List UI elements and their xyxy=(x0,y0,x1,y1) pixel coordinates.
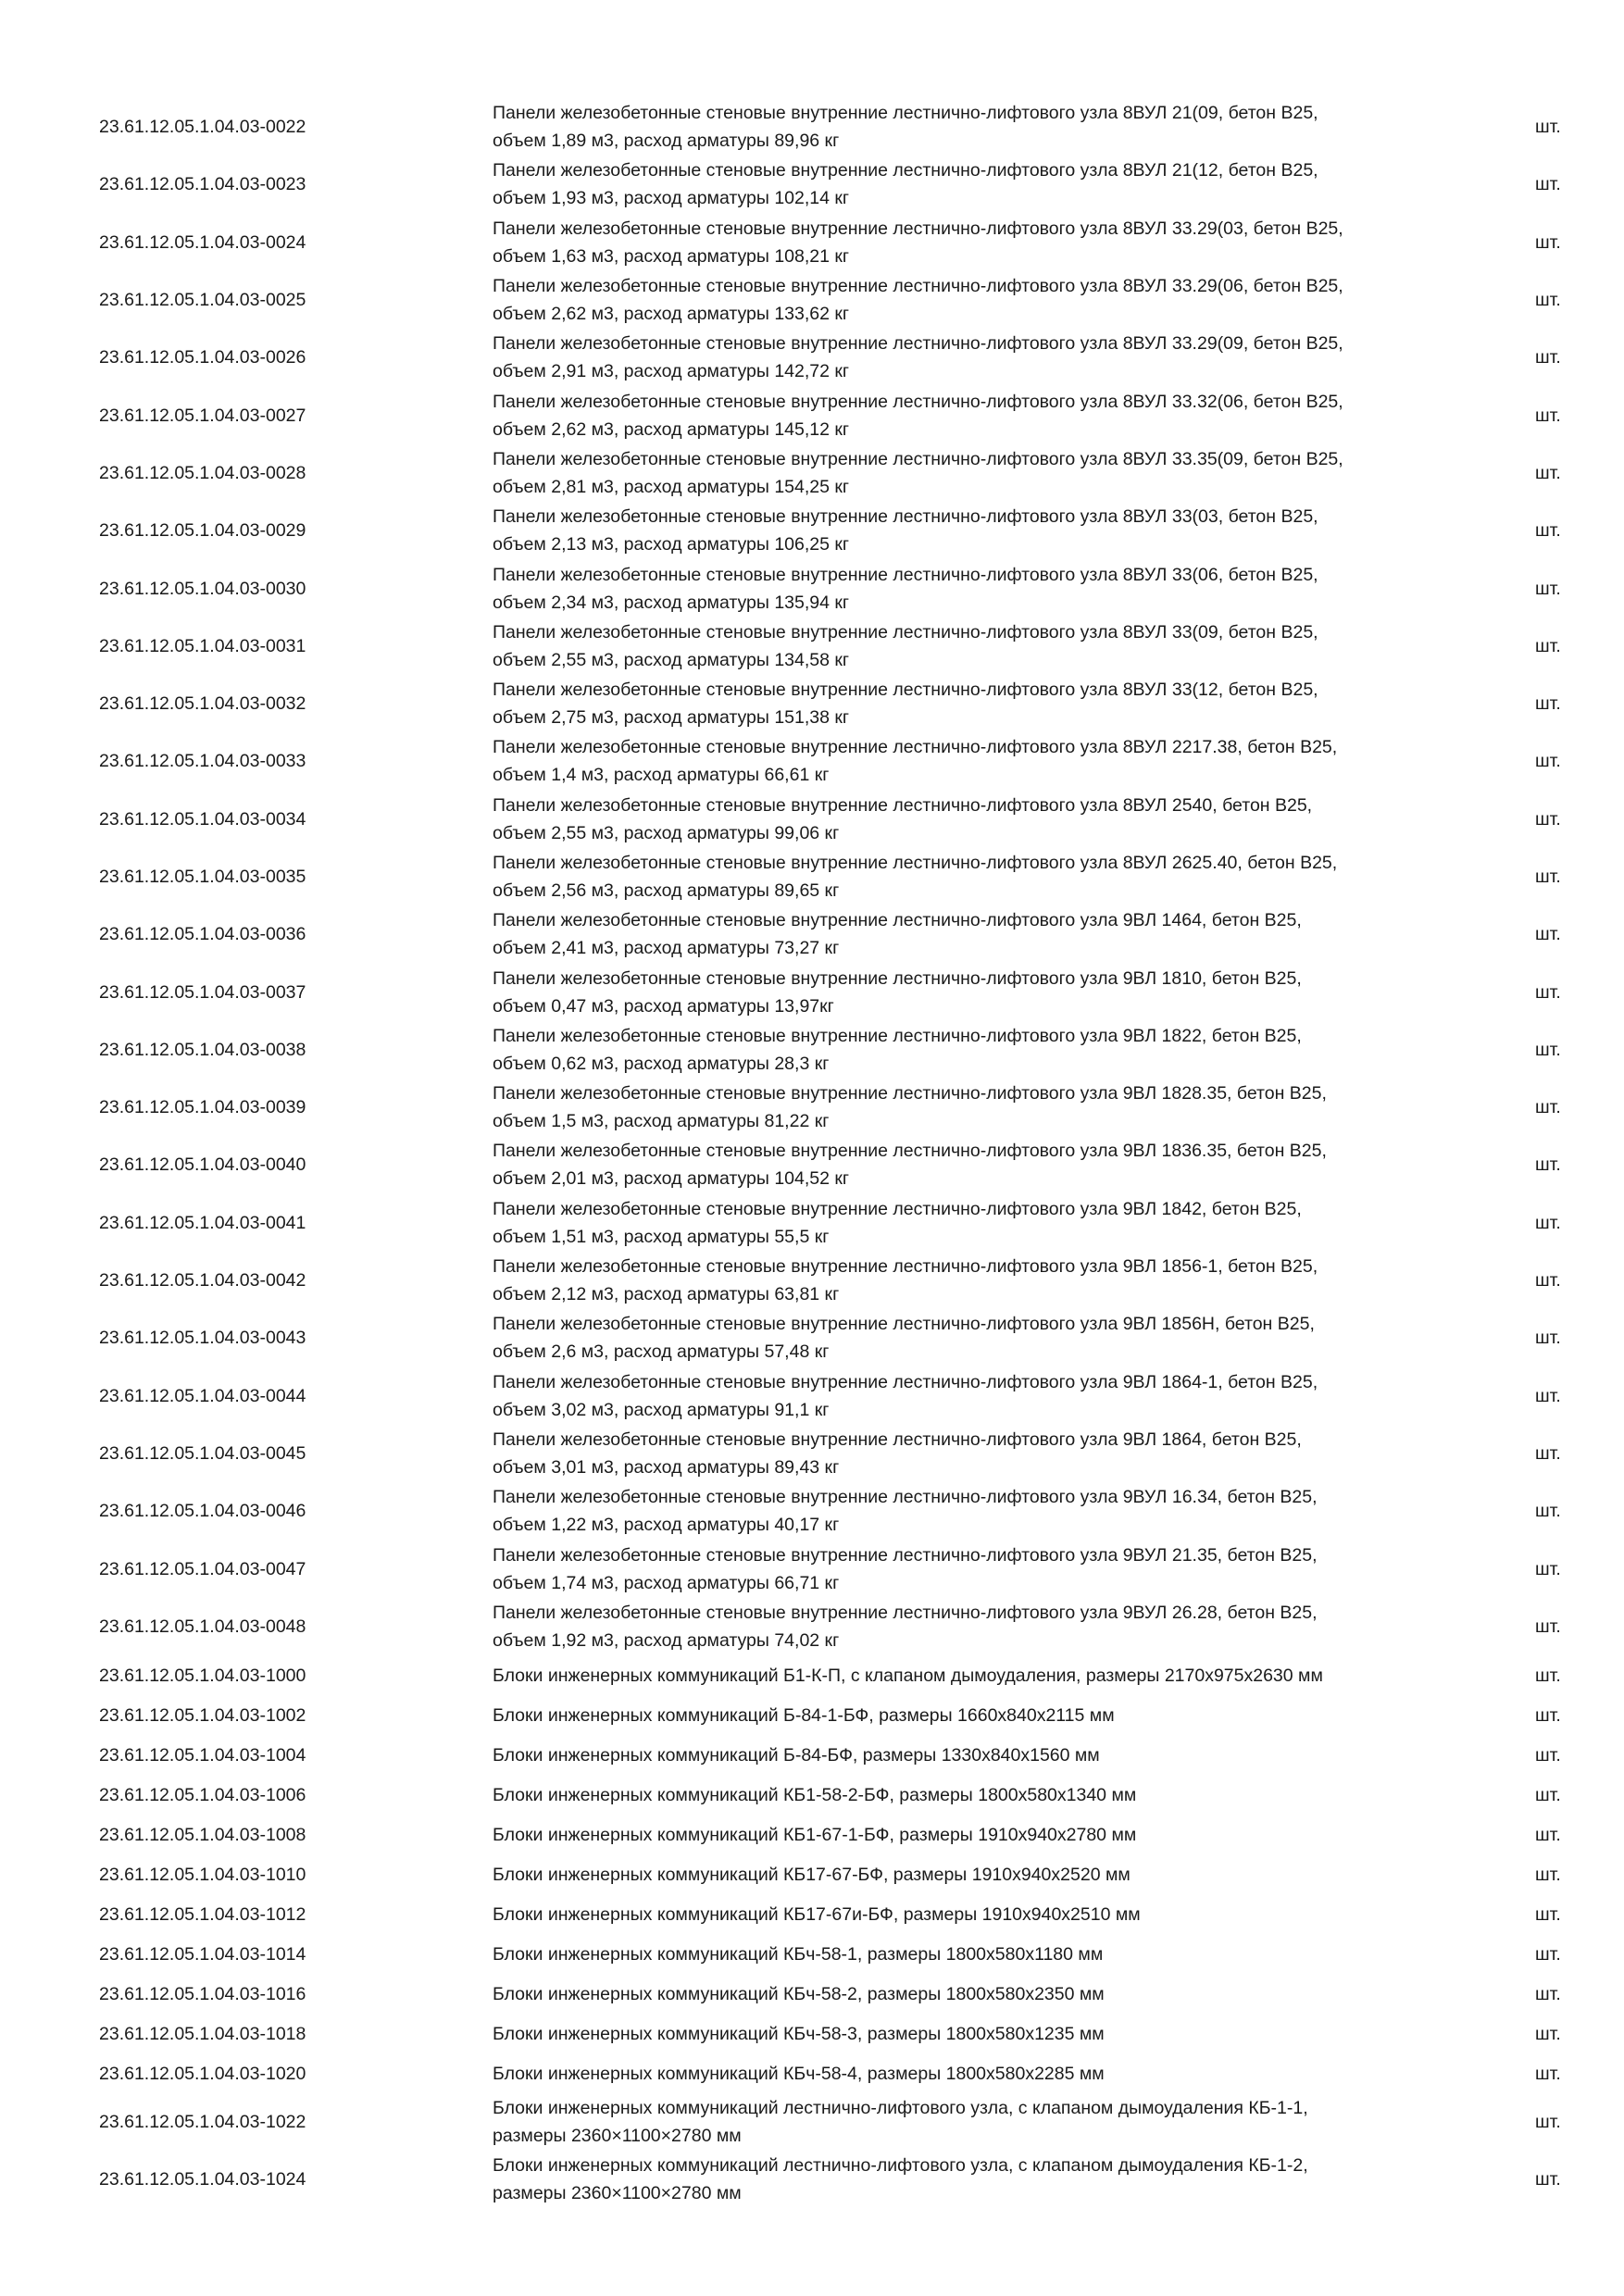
item-code: 23.61.12.05.1.04.03-0026 xyxy=(99,347,306,368)
item-description xyxy=(493,618,1474,674)
table-row xyxy=(0,1934,1624,1974)
item-unit: шт. xyxy=(1535,462,1561,483)
description-line-1: Блоки инженерных коммуникаций лестнично-лифтового узла, с клапаном дымоудаления КБ-1-1, xyxy=(493,2098,1308,2119)
item-description xyxy=(493,1940,1474,1968)
description-line-1: Панели железобетонные стеновые внутренние лестнично-лифтового узла 9ВЛ 1810, бетон В25, xyxy=(493,967,1302,989)
table-row xyxy=(0,386,1624,443)
description-line-1: Панели железобетонные стеновые внутренние лестнично-лифтового узла 9ВЛ 1836.35, бетон В25, xyxy=(493,1141,1327,1162)
table-row xyxy=(0,98,1624,156)
item-description xyxy=(493,733,1474,789)
item-unit: шт. xyxy=(1535,1558,1561,1579)
item-unit: шт. xyxy=(1535,231,1561,253)
description-line-2: объем 2,12 м3, расход арматуры 63,81 кг xyxy=(493,1284,840,1305)
description-line-2: объем 0,47 м3, расход арматуры 13,97кг xyxy=(493,995,834,1017)
item-code: 23.61.12.05.1.04.03-0032 xyxy=(99,693,306,715)
table-row xyxy=(0,1775,1624,1815)
description-line-2: объем 2,34 м3, расход арматуры 135,94 кг xyxy=(493,592,850,613)
table-row xyxy=(0,1974,1624,2014)
item-unit: шт. xyxy=(1535,1154,1561,1176)
item-description xyxy=(493,676,1474,731)
table-row xyxy=(0,156,1624,213)
description-line-2: объем 3,02 м3, расход арматуры 91,1 кг xyxy=(493,1399,830,1420)
item-code: 23.61.12.05.1.04.03-0038 xyxy=(99,1039,306,1060)
description-line-1: Панели железобетонные стеновые внутренние лестнично-лифтового узла 8ВУЛ 33(06, бетон В25, xyxy=(493,564,1318,585)
item-unit: шт. xyxy=(1535,520,1561,542)
item-unit: шт. xyxy=(1535,1616,1561,1637)
item-code: 23.61.12.05.1.04.03-1022 xyxy=(99,2112,306,2133)
item-code: 23.61.12.05.1.04.03-1000 xyxy=(99,1665,306,1686)
item-unit: шт. xyxy=(1535,1097,1561,1118)
description-line-2: объем 0,62 м3, расход арматуры 28,3 кг xyxy=(493,1053,830,1074)
description-line-2: объем 2,13 м3, расход арматуры 106,25 кг xyxy=(493,534,850,555)
item-unit: шт. xyxy=(1535,1270,1561,1292)
item-code: 23.61.12.05.1.04.03-0044 xyxy=(99,1385,306,1406)
item-unit: шт. xyxy=(1535,1039,1561,1060)
table-row xyxy=(0,905,1624,963)
item-code: 23.61.12.05.1.04.03-0029 xyxy=(99,520,306,542)
item-description xyxy=(493,792,1474,847)
item-code: 23.61.12.05.1.04.03-0035 xyxy=(99,867,306,887)
table-row xyxy=(0,848,1624,905)
description-line-2: объем 2,91 м3, расход арматуры 142,72 кг xyxy=(493,361,850,382)
item-code: 23.61.12.05.1.04.03-1010 xyxy=(99,1864,306,1885)
description-line-1: Блоки инженерных коммуникаций КБч-58-2, размеры 1800х580х2350 мм xyxy=(493,1983,1105,2004)
item-code: 23.61.12.05.1.04.03-0027 xyxy=(99,405,306,426)
description-line-2: объем 1,89 м3, расход арматуры 89,96 кг xyxy=(493,131,840,152)
item-code: 23.61.12.05.1.04.03-1024 xyxy=(99,2169,306,2190)
item-unit: шт. xyxy=(1535,1903,1561,1925)
table-row xyxy=(0,1695,1624,1735)
item-code: 23.61.12.05.1.04.03-0037 xyxy=(99,981,306,1003)
description-line-2: объем 1,22 м3, расход арматуры 40,17 кг xyxy=(493,1515,840,1536)
description-line-1: Блоки инженерных коммуникаций КБч-58-4, размеры 1800х580х2285 мм xyxy=(493,2063,1105,2084)
description-line-2: объем 2,81 м3, расход арматуры 154,25 кг xyxy=(493,476,850,497)
item-code: 23.61.12.05.1.04.03-1016 xyxy=(99,1983,306,2004)
item-code: 23.61.12.05.1.04.03-0041 xyxy=(99,1212,306,1233)
description-line-2: объем 2,55 м3, расход арматуры 134,58 кг xyxy=(493,649,850,670)
item-unit: шт. xyxy=(1535,867,1561,887)
description-line-1: Панели железобетонные стеновые внутренние лестнично-лифтового узла 8ВУЛ 2217.38, бетон В25, xyxy=(493,737,1338,758)
item-unit: шт. xyxy=(1535,1784,1561,1805)
item-code: 23.61.12.05.1.04.03-0034 xyxy=(99,808,306,830)
table-row xyxy=(0,1425,1624,1482)
description-line-2: объем 1,93 м3, расход арматуры 102,14 кг xyxy=(493,188,850,209)
item-description xyxy=(493,1662,1474,1690)
description-line-1: Панели железобетонные стеновые внутренние лестнично-лифтового узла 9ВЛ 1856-1, бетон В25, xyxy=(493,1256,1318,1278)
description-line-2: объем 2,75 м3, расход арматуры 151,38 кг xyxy=(493,707,850,729)
item-unit: шт. xyxy=(1535,751,1561,772)
item-unit: шт. xyxy=(1535,1824,1561,1845)
description-line-2: объем 1,5 м3, расход арматуры 81,22 кг xyxy=(493,1111,830,1132)
description-line-1: Панели железобетонные стеновые внутренние лестнично-лифтового узла 8ВУЛ 33.35(09, бетон В25, xyxy=(493,448,1343,469)
description-line-1: Панели железобетонные стеновые внутренние лестнично-лифтового узла 9ВУЛ 16.34, бетон В25, xyxy=(493,1487,1318,1508)
item-code: 23.61.12.05.1.04.03-0033 xyxy=(99,751,306,772)
item-description xyxy=(493,1483,1474,1539)
item-code: 23.61.12.05.1.04.03-0048 xyxy=(99,1616,306,1637)
table-row xyxy=(0,1367,1624,1425)
item-code: 23.61.12.05.1.04.03-0047 xyxy=(99,1558,306,1579)
item-description xyxy=(493,1541,1474,1597)
table-row xyxy=(0,214,1624,271)
item-description xyxy=(493,445,1474,501)
table-row xyxy=(0,963,1624,1020)
item-code: 23.61.12.05.1.04.03-0024 xyxy=(99,231,306,253)
item-unit: шт. xyxy=(1535,693,1561,715)
item-unit: шт. xyxy=(1535,1442,1561,1464)
item-unit: шт. xyxy=(1535,290,1561,311)
item-code: 23.61.12.05.1.04.03-0030 xyxy=(99,578,306,599)
item-unit: шт. xyxy=(1535,1704,1561,1726)
description-line-1: Панели железобетонные стеновые внутренние лестнично-лифтового узла 8ВУЛ 33.29(06, бетон В25, xyxy=(493,276,1343,297)
item-description xyxy=(493,330,1474,385)
table-row xyxy=(0,1815,1624,1854)
description-line-1: Панели железобетонные стеновые внутренние лестнично-лифтового узла 8ВУЛ 33(12, бетон В25, xyxy=(493,680,1318,701)
item-unit: шт. xyxy=(1535,1744,1561,1766)
item-code: 23.61.12.05.1.04.03-1020 xyxy=(99,2063,306,2084)
table-row xyxy=(0,1854,1624,1894)
item-unit: шт. xyxy=(1535,808,1561,830)
item-description xyxy=(493,1901,1474,1928)
description-line-2: объем 2,01 м3, расход арматуры 104,52 кг xyxy=(493,1168,850,1190)
table-row xyxy=(0,1482,1624,1540)
document-page xyxy=(0,98,1624,2209)
item-description xyxy=(493,503,1474,558)
item-code: 23.61.12.05.1.04.03-0025 xyxy=(99,290,306,311)
table-row xyxy=(0,2093,1624,2151)
item-code: 23.61.12.05.1.04.03-1008 xyxy=(99,1824,306,1845)
table-row xyxy=(0,1252,1624,1309)
description-line-1: Панели железобетонные стеновые внутренние лестнично-лифтового узла 8ВУЛ 33.29(03, бетон В25, xyxy=(493,218,1343,239)
description-line-1: Панели железобетонные стеновые внутренние лестнично-лифтового узла 8ВУЛ 33(09, бетон В25, xyxy=(493,621,1318,643)
item-code: 23.61.12.05.1.04.03-1014 xyxy=(99,1943,306,1965)
item-unit: шт. xyxy=(1535,1864,1561,1885)
item-code: 23.61.12.05.1.04.03-0046 xyxy=(99,1501,306,1522)
description-line-1: Панели железобетонные стеновые внутренние лестнично-лифтового узла 9ВУЛ 21.35, бетон В25, xyxy=(493,1544,1318,1566)
table-row xyxy=(0,1194,1624,1252)
description-line-1: Панели железобетонные стеновые внутренние лестнично-лифтового узла 8ВУЛ 21(09, бетон В25, xyxy=(493,103,1318,124)
item-code: 23.61.12.05.1.04.03-0039 xyxy=(99,1097,306,1118)
item-description xyxy=(493,561,1474,617)
table-row xyxy=(0,618,1624,675)
item-description xyxy=(493,1741,1474,1769)
item-description xyxy=(493,1022,1474,1078)
item-unit: шт. xyxy=(1535,1212,1561,1233)
table-row xyxy=(0,1021,1624,1079)
item-description xyxy=(493,2060,1474,2088)
table-row xyxy=(0,675,1624,732)
table-row xyxy=(0,1540,1624,1597)
description-line-1: Панели железобетонные стеновые внутренние лестнично-лифтового узла 9ВЛ 1856Н, бетон В25, xyxy=(493,1314,1315,1335)
item-description xyxy=(493,2020,1474,2048)
table-row xyxy=(0,791,1624,848)
description-line-1: Блоки инженерных коммуникаций КБ1-67-1-БФ, размеры 1910х940х2780 мм xyxy=(493,1824,1137,1845)
description-line-1: Блоки инженерных коммуникаций КБч-58-3, размеры 1800х580х1235 мм xyxy=(493,2023,1105,2044)
item-unit: шт. xyxy=(1535,2169,1561,2190)
description-line-1: Панели железобетонные стеновые внутренние лестнично-лифтового узла 9ВЛ 1822, бетон В25, xyxy=(493,1025,1302,1046)
item-description xyxy=(493,849,1474,905)
description-line-1: Панели железобетонные стеновые внутренние лестнично-лифтового узла 9ВЛ 1464, бетон В25, xyxy=(493,910,1302,931)
table-row xyxy=(0,1598,1624,1655)
item-description xyxy=(493,2094,1474,2150)
item-unit: шт. xyxy=(1535,1983,1561,2004)
table-row xyxy=(0,1136,1624,1193)
description-line-2: объем 2,56 м3, расход арматуры 89,65 кг xyxy=(493,880,840,901)
item-code: 23.61.12.05.1.04.03-0042 xyxy=(99,1270,306,1292)
description-line-1: Блоки инженерных коммуникаций КБ17-67и-БФ, размеры 1910х940х2510 мм xyxy=(493,1903,1141,1925)
description-line-2: объем 3,01 м3, расход арматуры 89,43 кг xyxy=(493,1456,840,1478)
description-line-2: объем 2,62 м3, расход арматуры 145,12 кг xyxy=(493,418,850,440)
table-row xyxy=(0,1079,1624,1136)
item-unit: шт. xyxy=(1535,174,1561,195)
description-line-2: объем 1,92 м3, расход арматуры 74,02 кг xyxy=(493,1629,840,1651)
item-unit: шт. xyxy=(1535,347,1561,368)
item-description xyxy=(493,272,1474,328)
description-line-1: Панели железобетонные стеновые внутренние лестнично-лифтового узла 8ВУЛ 2540, бетон В25, xyxy=(493,794,1313,816)
table-row xyxy=(0,329,1624,386)
item-code: 23.61.12.05.1.04.03-1002 xyxy=(99,1704,306,1726)
item-description xyxy=(493,1599,1474,1654)
item-unit: шт. xyxy=(1535,1328,1561,1349)
item-description xyxy=(493,1781,1474,1809)
description-line-1: Блоки инженерных коммуникаций лестнично-лифтового узла, с клапаном дымоудаления КБ-1-2, xyxy=(493,2155,1308,2177)
description-line-1: Блоки инженерных коммуникаций КБч-58-1, размеры 1800х580х1180 мм xyxy=(493,1943,1104,1965)
description-line-2: размеры 2360×1100×2780 мм xyxy=(493,2126,742,2147)
table-row xyxy=(0,1655,1624,1695)
description-line-1: Панели железобетонные стеновые внутренние лестнично-лифтового узла 8ВУЛ 33(03, бетон В25, xyxy=(493,506,1318,528)
table-row xyxy=(0,1735,1624,1775)
item-code: 23.61.12.05.1.04.03-1006 xyxy=(99,1784,306,1805)
description-line-1: Блоки инженерных коммуникаций Б-84-1-БФ, размеры 1660х840х2115 мм xyxy=(493,1704,1115,1726)
table-row xyxy=(0,2151,1624,2208)
item-unit: шт. xyxy=(1535,1665,1561,1686)
description-line-1: Панели железобетонные стеновые внутренние лестнично-лифтового узла 9ВЛ 1864-1, бетон В25, xyxy=(493,1371,1318,1392)
item-description xyxy=(493,906,1474,962)
item-code: 23.61.12.05.1.04.03-0028 xyxy=(99,462,306,483)
table-row xyxy=(0,1309,1624,1366)
description-line-1: Блоки инженерных коммуникаций КБ1-58-2-БФ, размеры 1800х580х1340 мм xyxy=(493,1784,1137,1805)
table-row xyxy=(0,2014,1624,2053)
description-line-1: Панели железобетонные стеновые внутренние лестнично-лифтового узла 8ВУЛ 2625.40, бетон В25, xyxy=(493,853,1338,873)
item-description xyxy=(493,388,1474,443)
item-description xyxy=(493,1980,1474,2008)
item-unit: шт. xyxy=(1535,924,1561,945)
item-description xyxy=(493,156,1474,212)
table-row xyxy=(0,559,1624,617)
item-code: 23.61.12.05.1.04.03-1018 xyxy=(99,2023,306,2044)
item-description xyxy=(493,1368,1474,1424)
item-description xyxy=(493,1079,1474,1135)
item-description xyxy=(493,1426,1474,1481)
description-line-2: объем 2,41 м3, расход арматуры 73,27 кг xyxy=(493,938,840,959)
description-line-2: объем 1,51 м3, расход арматуры 55,5 кг xyxy=(493,1226,830,1247)
item-unit: шт. xyxy=(1535,635,1561,656)
table-row xyxy=(0,444,1624,502)
item-unit: шт. xyxy=(1535,578,1561,599)
table-row xyxy=(0,502,1624,559)
item-code: 23.61.12.05.1.04.03-0023 xyxy=(99,174,306,195)
description-line-1: Панели железобетонные стеновые внутренние лестнично-лифтового узла 9ВЛ 1864, бетон В25, xyxy=(493,1429,1302,1450)
item-description xyxy=(493,2152,1474,2207)
table-row xyxy=(0,732,1624,790)
item-description xyxy=(493,1195,1474,1251)
item-code: 23.61.12.05.1.04.03-0036 xyxy=(99,924,306,945)
item-code: 23.61.12.05.1.04.03-0022 xyxy=(99,117,306,138)
item-description xyxy=(493,1137,1474,1192)
table-row xyxy=(0,2053,1624,2093)
item-code: 23.61.12.05.1.04.03-1004 xyxy=(99,1744,306,1766)
description-line-1: Панели железобетонные стеновые внутренние лестнично-лифтового узла 9ВУЛ 26.28, бетон В25, xyxy=(493,1602,1318,1623)
description-line-2: объем 2,55 м3, расход арматуры 99,06 кг xyxy=(493,822,840,843)
description-line-1: Панели железобетонные стеновые внутренние лестнично-лифтового узла 8ВУЛ 21(12, бетон В25, xyxy=(493,160,1318,181)
description-line-1: Блоки инженерных коммуникаций КБ17-67-БФ, размеры 1910х940х2520 мм xyxy=(493,1864,1131,1885)
description-line-2: объем 2,6 м3, расход арматуры 57,48 кг xyxy=(493,1341,830,1363)
item-unit: шт. xyxy=(1535,405,1561,426)
item-unit: шт. xyxy=(1535,1385,1561,1406)
description-line-2: объем 2,62 м3, расход арматуры 133,62 кг xyxy=(493,304,850,325)
description-line-1: Панели железобетонные стеновые внутренние лестнично-лифтового узла 8ВУЛ 33.32(06, бетон В25, xyxy=(493,391,1343,412)
item-description xyxy=(493,965,1474,1020)
table-row xyxy=(0,1894,1624,1934)
item-description xyxy=(493,1253,1474,1308)
item-unit: шт. xyxy=(1535,981,1561,1003)
item-description xyxy=(493,1861,1474,1889)
description-line-2: объем 1,74 м3, расход арматуры 66,71 кг xyxy=(493,1572,840,1593)
item-description xyxy=(493,99,1474,155)
item-description xyxy=(493,1702,1474,1729)
description-line-2: объем 1,63 м3, расход арматуры 108,21 кг xyxy=(493,245,850,267)
item-unit: шт. xyxy=(1535,117,1561,138)
item-code: 23.61.12.05.1.04.03-1012 xyxy=(99,1903,306,1925)
description-line-1: Панели железобетонные стеновые внутренние лестнично-лифтового узла 9ВЛ 1828.35, бетон В25, xyxy=(493,1083,1327,1104)
item-code: 23.61.12.05.1.04.03-0040 xyxy=(99,1154,306,1176)
item-description xyxy=(493,1310,1474,1366)
table-row xyxy=(0,271,1624,329)
item-unit: шт. xyxy=(1535,2023,1561,2044)
item-unit: шт. xyxy=(1535,2063,1561,2084)
item-unit: шт. xyxy=(1535,1501,1561,1522)
item-unit: шт. xyxy=(1535,1943,1561,1965)
item-description xyxy=(493,1821,1474,1849)
description-line-2: размеры 2360×1100×2780 мм xyxy=(493,2183,742,2204)
item-code: 23.61.12.05.1.04.03-0043 xyxy=(99,1328,306,1349)
item-code: 23.61.12.05.1.04.03-0031 xyxy=(99,635,306,656)
item-unit: шт. xyxy=(1535,2112,1561,2133)
description-line-1: Панели железобетонные стеновые внутренние лестнично-лифтового узла 8ВУЛ 33.29(09, бетон В25, xyxy=(493,333,1343,355)
description-line-2: объем 1,4 м3, расход арматуры 66,61 кг xyxy=(493,765,830,786)
description-line-1: Блоки инженерных коммуникаций Б1-К-П, с клапаном дымоудаления, размеры 2170х975х2630 мм xyxy=(493,1665,1323,1686)
item-description xyxy=(493,215,1474,270)
description-line-1: Блоки инженерных коммуникаций Б-84-БФ, размеры 1330х840х1560 мм xyxy=(493,1744,1100,1766)
description-line-1: Панели железобетонные стеновые внутренние лестнично-лифтового узла 9ВЛ 1842, бетон В25, xyxy=(493,1198,1302,1219)
item-code: 23.61.12.05.1.04.03-0045 xyxy=(99,1442,306,1464)
